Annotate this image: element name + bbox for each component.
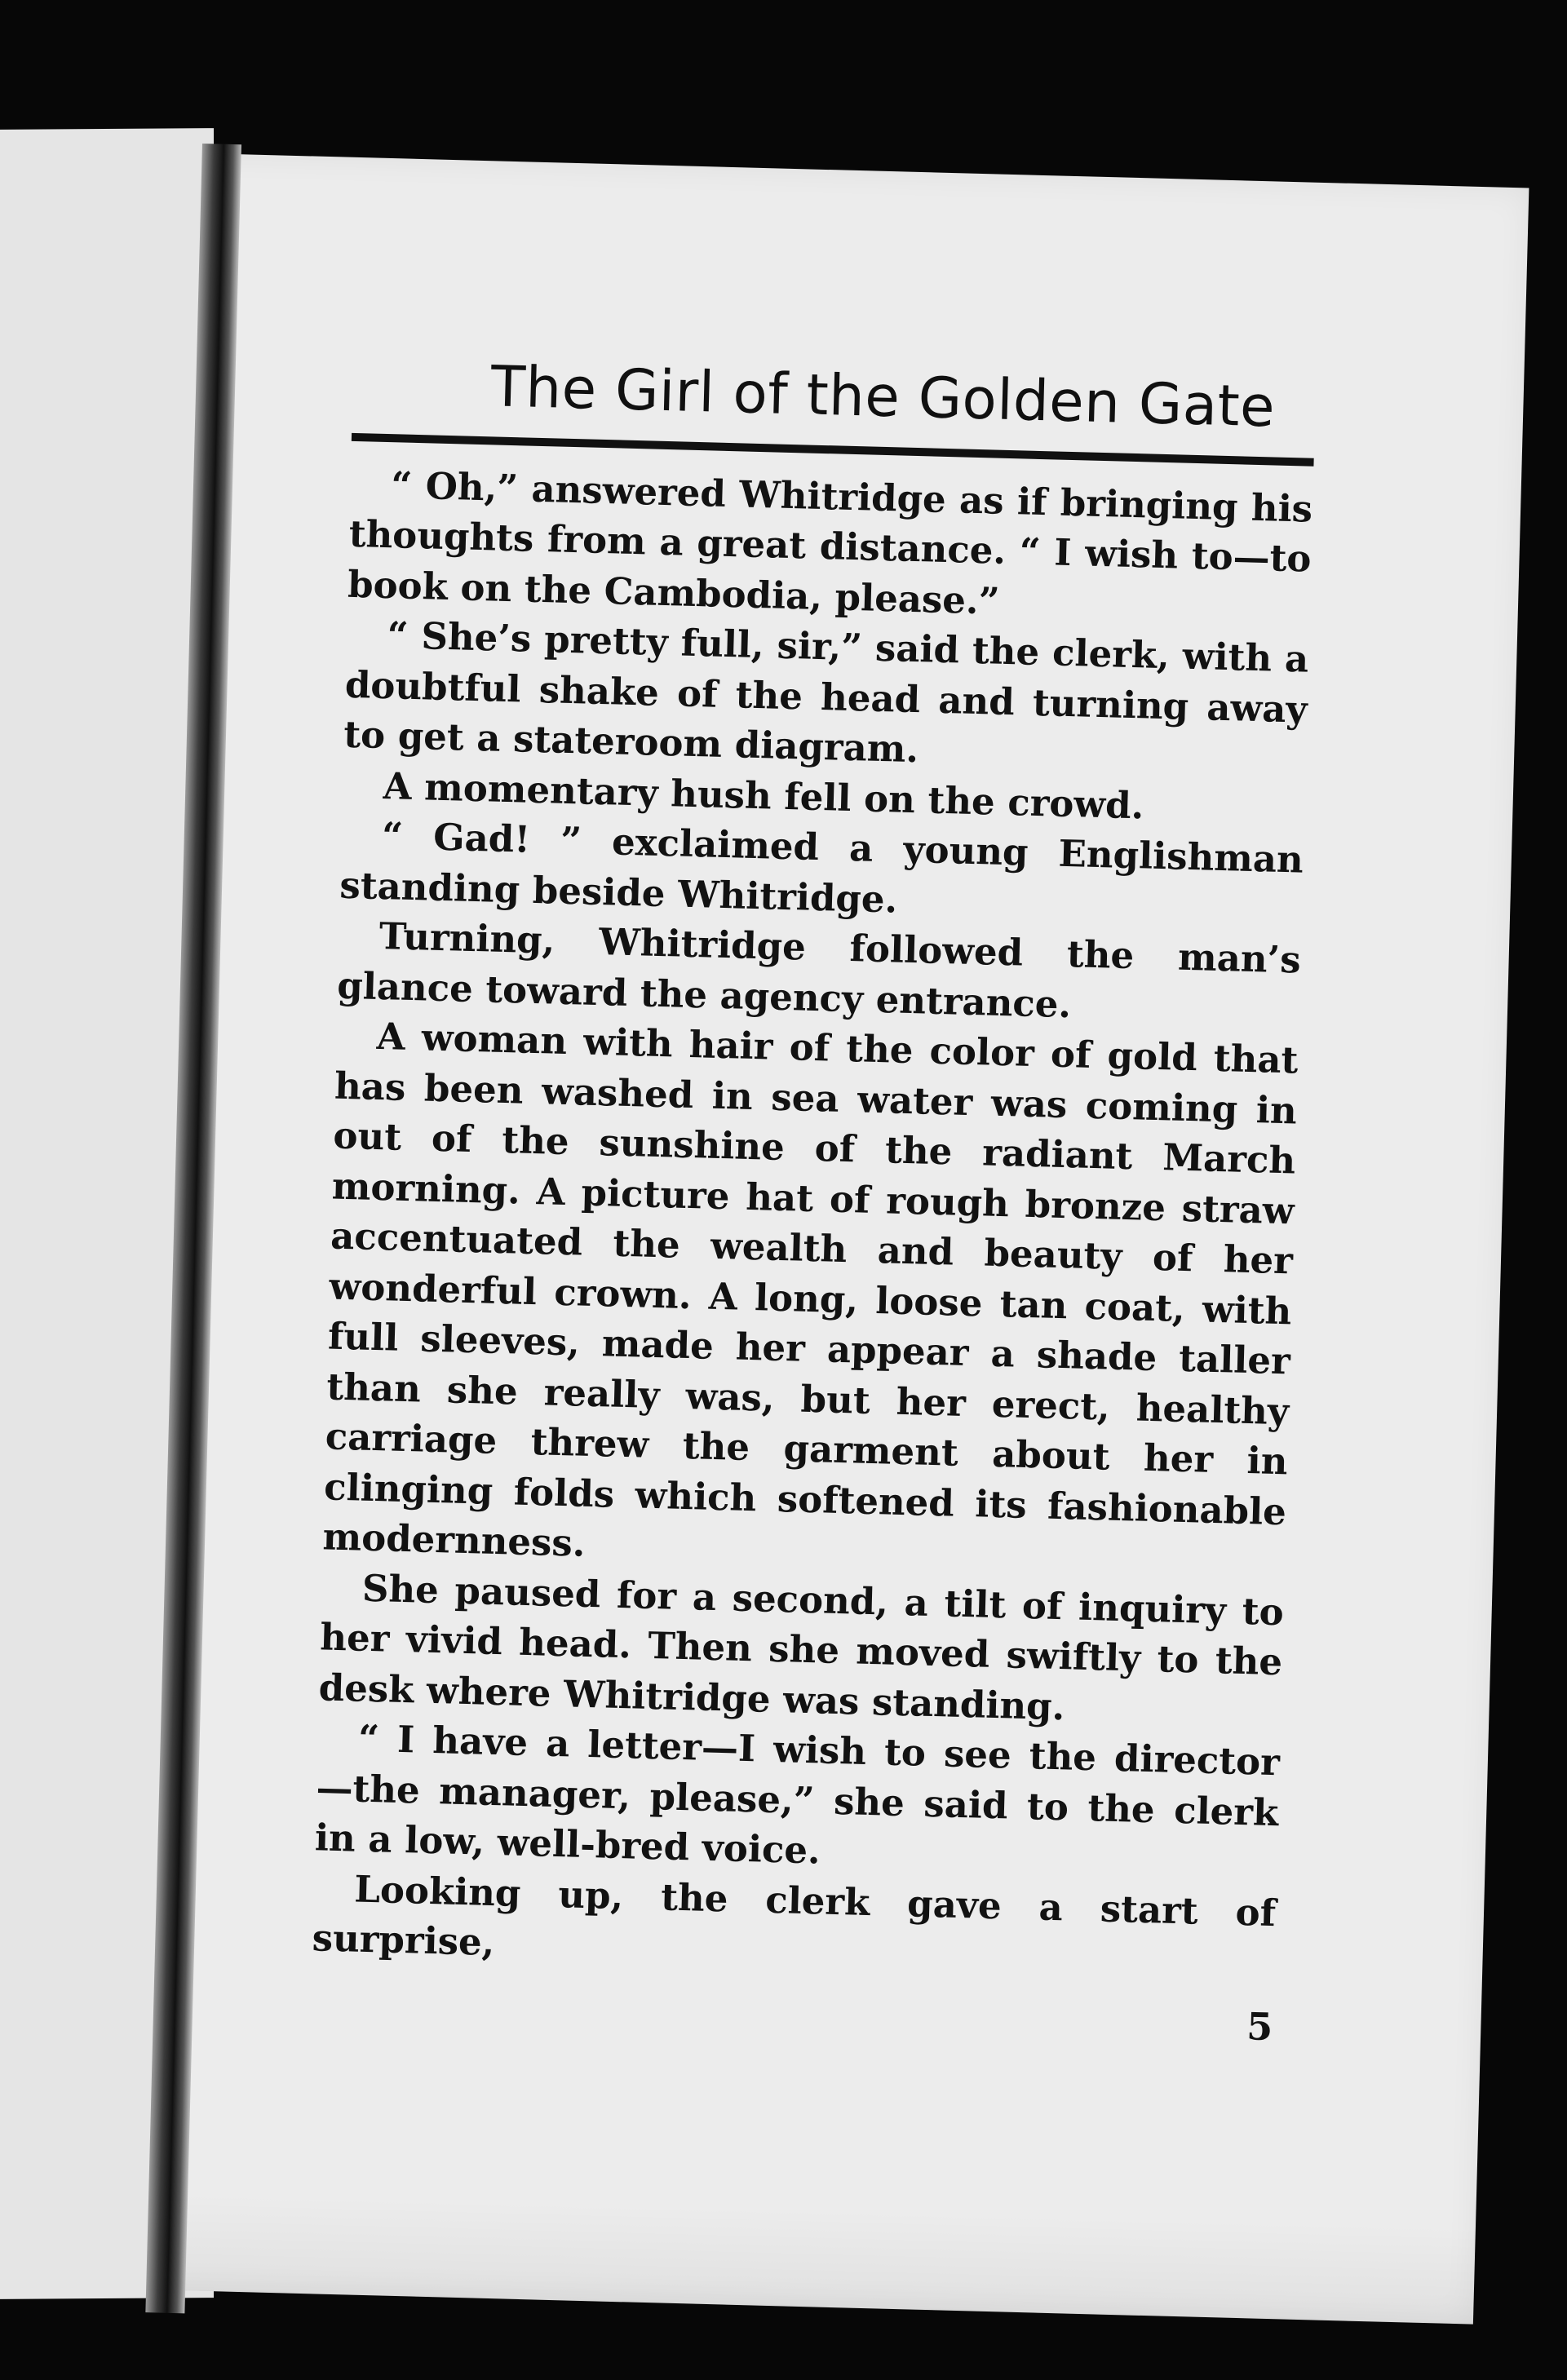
body-text (312, 459, 1313, 1988)
paragraph: Looking up, the clerk gave a start of surprise, (312, 1867, 1277, 1965)
paragraph: A momentary hush fell on the crowd. (383, 763, 1144, 828)
paragraph: “ She’s pretty full, sir,” said the clerk, with a doubtful shake of the head and turning away to get a stateroom diagram. (343, 613, 1309, 772)
page-number: 5 (1246, 2004, 1274, 2049)
paragraph: “ I have a letter—I wish to see the director —the manager, please,” she said to the clerk in a low, well-bred voice. (314, 1717, 1281, 1873)
page-edge-shadow (148, 2192, 1476, 2324)
running-head: The Girl of the Golden Gate (489, 354, 1277, 440)
paragraph: She paused for a second, a tilt of inquiry to her vivid head. Then she moved swiftly to the desk where Whitridge was standing. (318, 1566, 1285, 1729)
paragraph: “ Oh,” answered Whitridge as if bringing his thoughts from a great distance. “ I wish to—to book on the Cambodia, please.” (347, 463, 1313, 623)
page-content (310, 353, 1316, 2049)
paragraph: A woman with hair of the color of gold that has been washed in sea water was coming in out of the sunshine of the radiant March morning. A picture hat of rough bronze straw accentuated the wealth and beauty of her wonderful crown. A long, loose tan coat, with full sleeves, made her appear a shade taller than she really was, but her erect, healthy carriage threw the garment about her in clinging folds which softened its fashionable modernness. (321, 1015, 1299, 1566)
paragraph: “ Gad! ” exclaimed a young Englishman standing beside Whitridge. (339, 814, 1304, 922)
paragraph: Turning, Whitridge followed the man’s glance toward the agency entrance. (336, 914, 1302, 1027)
book-page (148, 153, 1529, 2325)
header-rule (352, 433, 1314, 467)
